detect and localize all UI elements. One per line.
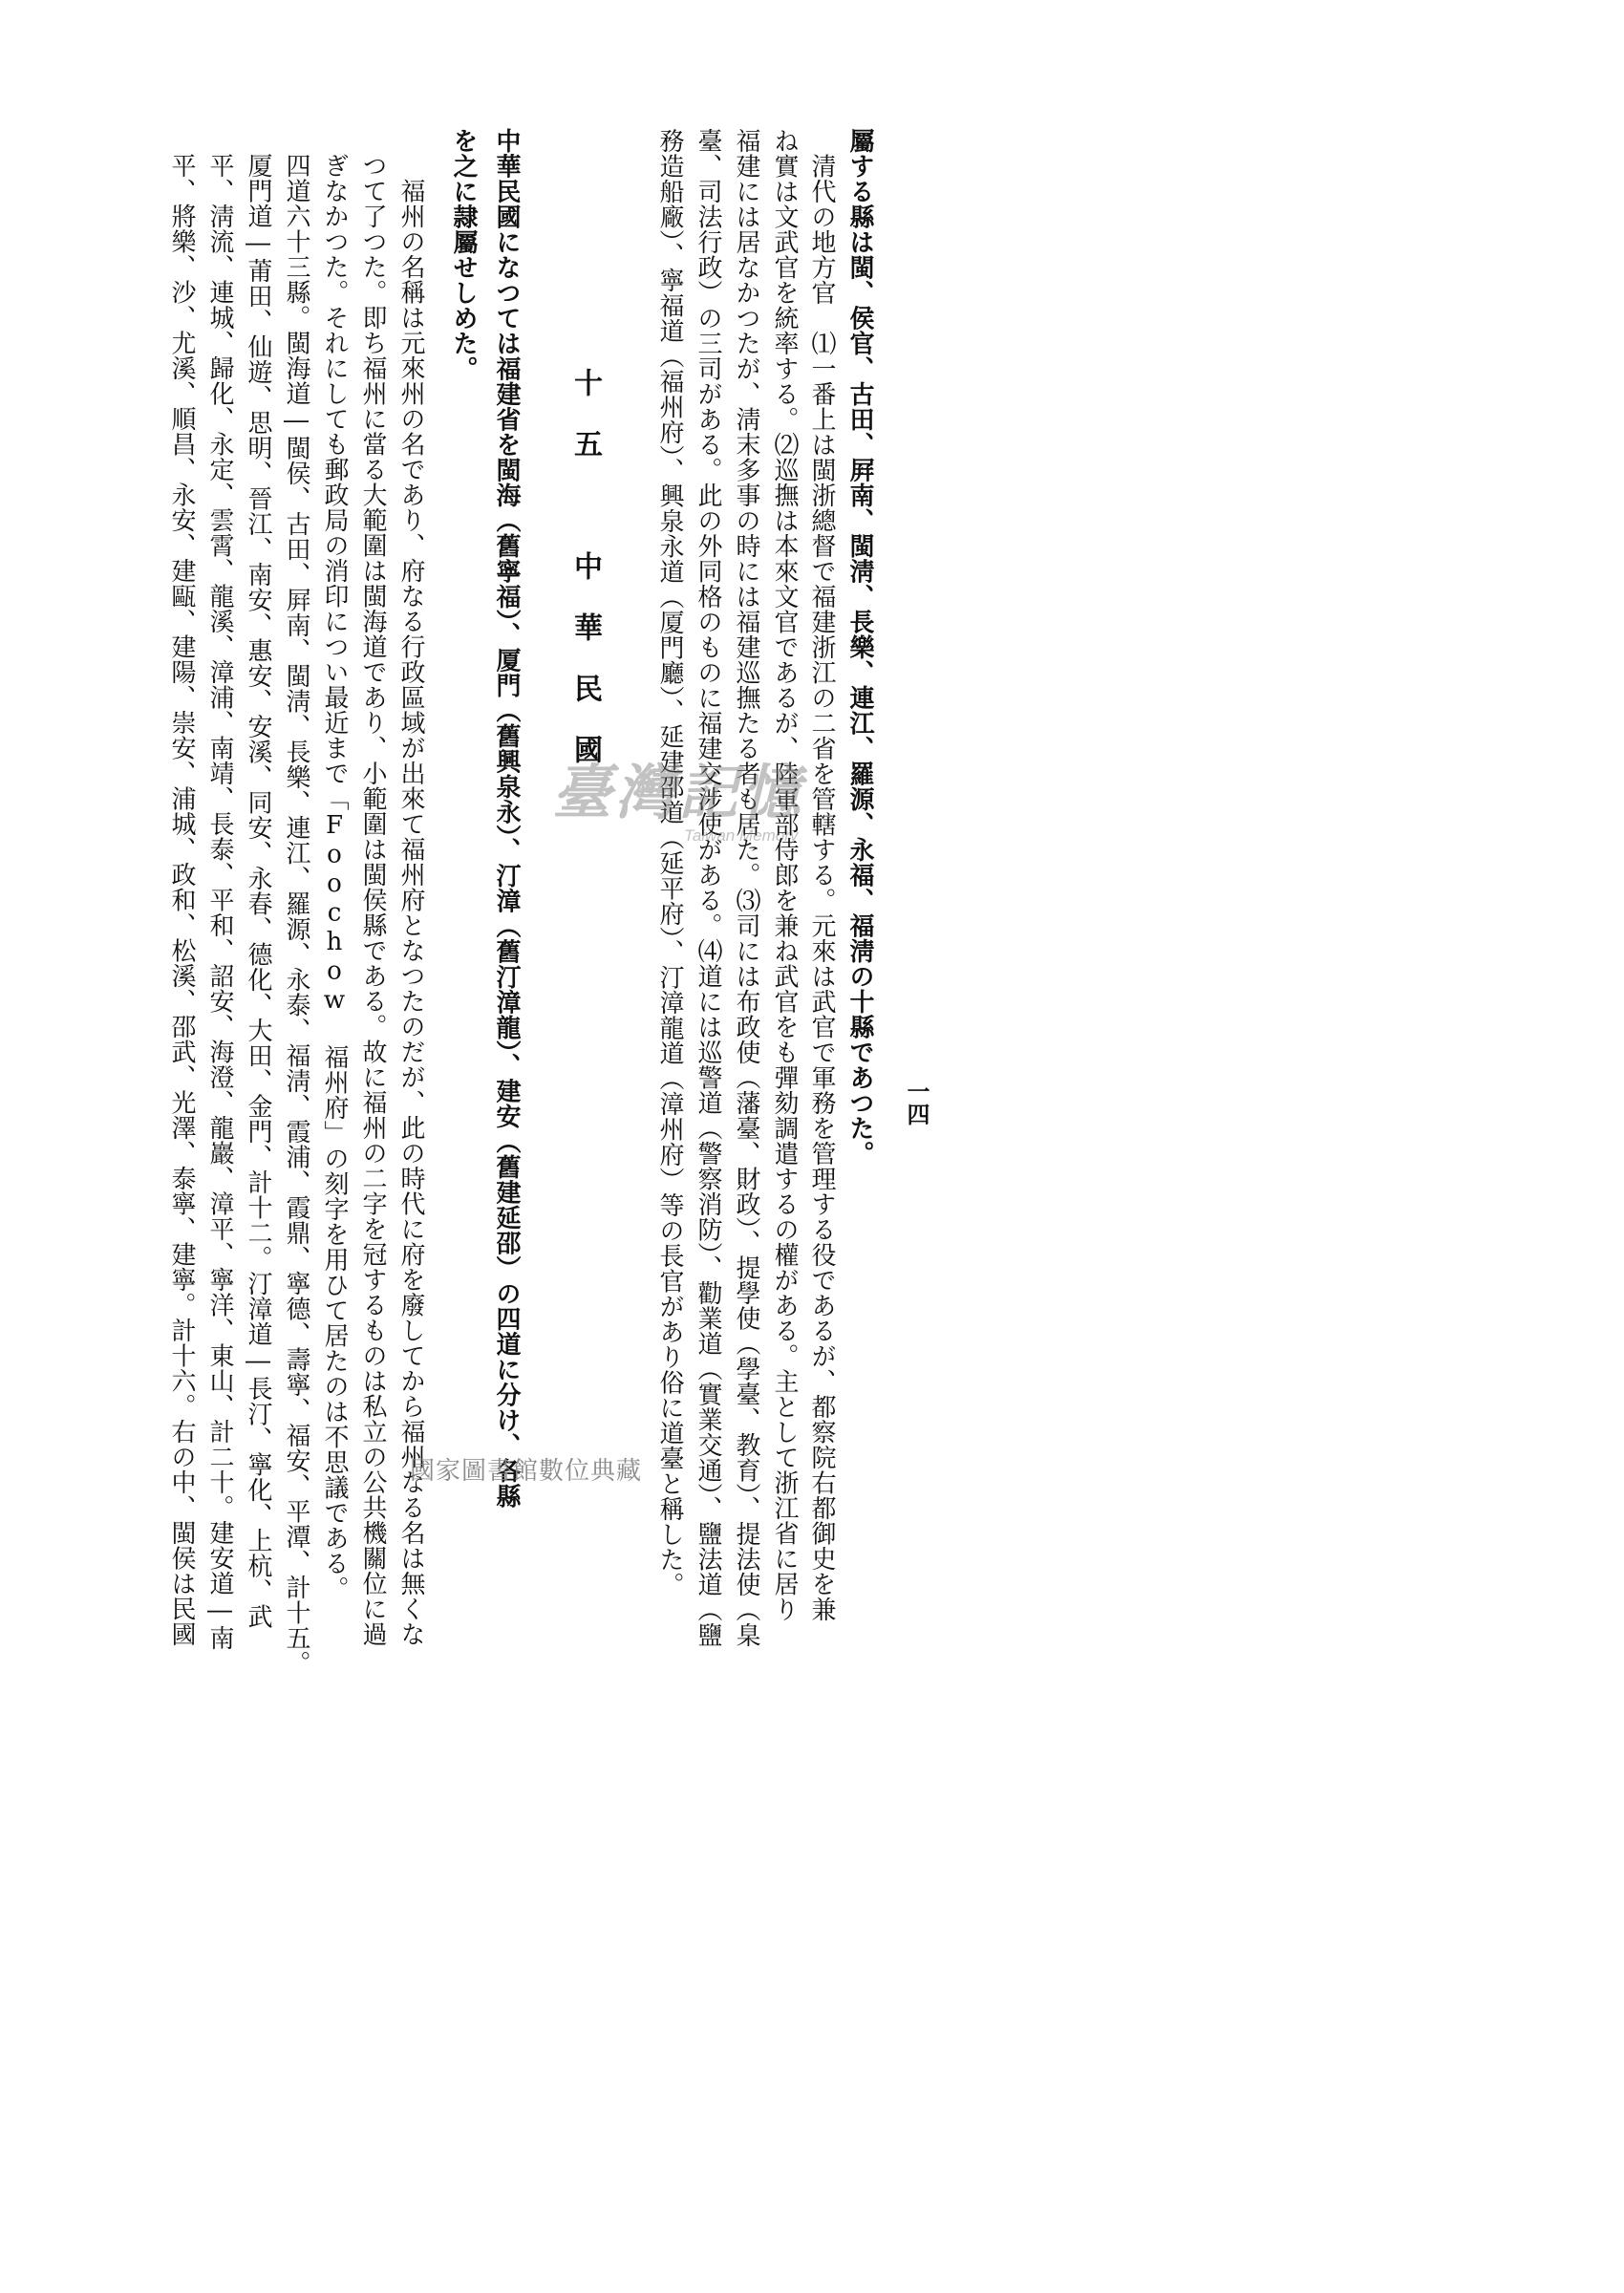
text-column: 臺、司法行政）の三司がある。此の外同格のものに福建交涉使がある。⑷道には巡警道（警察消防）、勸業道（實業交通）、鹽法道（鹽 (694, 128, 722, 1648)
text-column: 清代の地方官 ⑴一番上は閩浙總督で福建浙江の二省を管轄する。元來は武官で軍務を管理する役であるが、都察院右都御史を兼 (807, 128, 836, 1622)
footer-credit: 國家圖書館數位典藏 (409, 1457, 642, 1486)
watermark-logo: 臺灣記憶 (552, 758, 805, 827)
page-number: 一四 (903, 1080, 930, 1125)
text-column: ぎなかつた。それにしても郵政局の消印につい最近まで「Foochow 福州府」の刻字を用ひて居たのは不思議である。 (320, 153, 349, 1601)
text-column: 厦門道―莆田、仙遊、思明、晉江、南安、惠安、安溪、同安、永春、德化、大田、金門、計十二。汀漳道―長汀、寧化、上杭、武 (244, 153, 272, 1629)
text-column: を之に隷屬せしめた。 (449, 128, 478, 381)
text-column: 中華民國になつては福建省を閩海（舊寧福）、厦門（舊興泉永）、汀漳（舊汀漳龍）、建安（舊建延邵）の四道に分け、各縣 (492, 128, 521, 1509)
text-column: 平、淸流、連城、歸化、永定、雲霄、龍溪、漳浦、南靖、長泰、平和、詔安、海澄、龍巖、漳平、寧洋、東山、計二十。建安道―南 (205, 153, 234, 1651)
text-column: 四道六十三縣。閩海道―閩侯、古田、屛南、閩淸、長樂、連江、羅源、永泰、福淸、霞浦、霞鼎、寧德、壽寧、福安、平潭、計十五。 (282, 153, 310, 1676)
text-column: 務造船廠）、寧福道（福州府）、興泉永道（厦門廳）、延建邵道（延平府）、汀漳龍道（漳州府）等の長官があり俗に道臺と稱した。 (655, 128, 684, 1597)
text-column: つて了つた。即ち福州に當る大範圍は閩海道であり、小範圍は閩侯縣である。故に福州の二字を冠するものは私立の公共機關位に過 (358, 153, 387, 1647)
watermark-caption: Taiwan Memory (684, 826, 799, 845)
text-column: 福建には居なかつたが、淸末多事の時には福建巡撫たる者も居た。⑶司には布政使（藩臺、財政）、提學使（學臺、教育）、提法使（臬 (732, 128, 760, 1648)
document-page (0, 0, 1052, 1676)
text-column: 平、將樂、沙、尤溪、順昌、永安、建甌、建陽、崇安、浦城、政和、松溪、邵武、光澤、泰寧、建寧。計十六。右の中、閩侯は民國 (167, 153, 196, 1647)
text-column: ね實は文武官を統率する。⑵巡撫は本來文官であるが、陸軍部侍郎を兼ね武官をも彈劾調遣するの權がある。主として浙江省に居り (770, 128, 799, 1622)
section-heading: 十五 中華民國 (568, 368, 602, 796)
text-column: 屬する縣は閩、侯官、古田、屛南、閩淸、長樂、連江、羅源、永福、福淸の十縣であつた。 (845, 128, 874, 1167)
text-column: 福州の名稱は元來州の名であり、府なる行政區域が出來て福州府となつたのだが、此の時代に府を廢してから福州なる名は無くな (396, 153, 425, 1647)
